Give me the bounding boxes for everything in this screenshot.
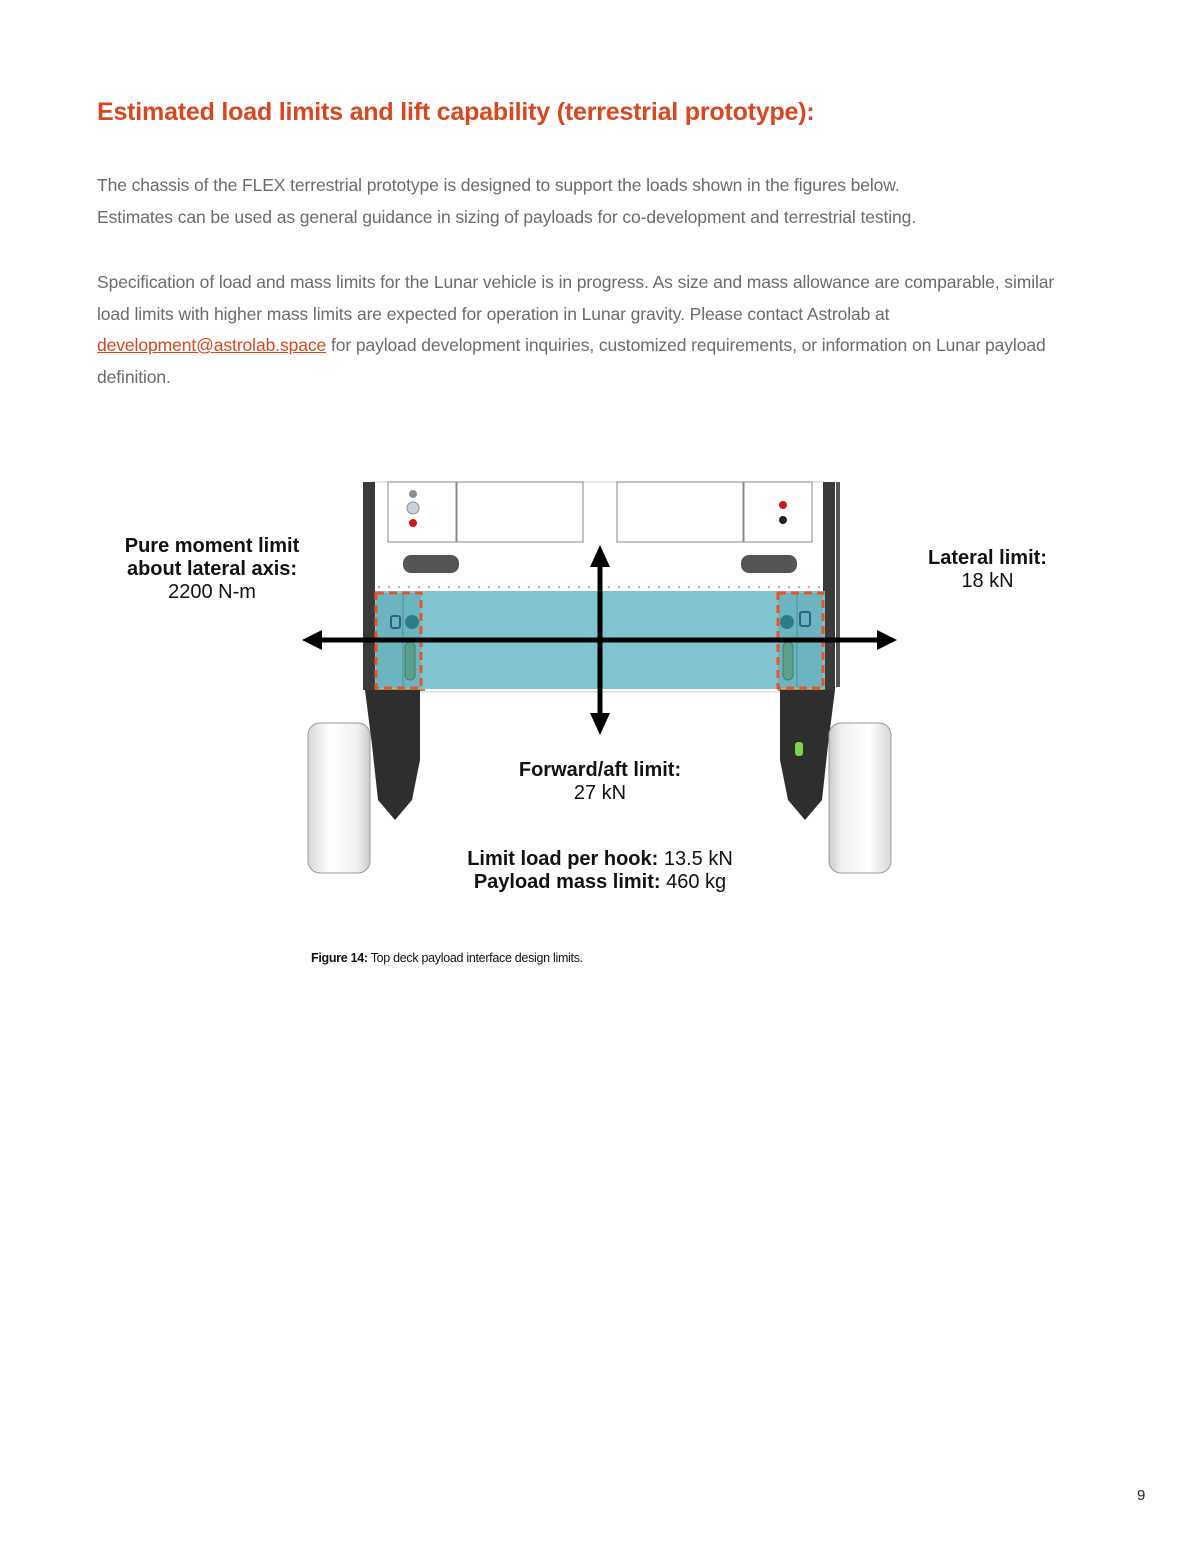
moment-limit-label [97,535,327,604]
left-wheel [308,723,370,873]
right-rail-edge [836,482,840,687]
left-frame-rail [363,482,375,690]
page-number: 9 [1137,1487,1146,1504]
mass-limit-title: Payload mass limit: [473,871,661,893]
figure-caption-text: Top deck payload interface design limits. [367,951,583,965]
moment-limit-title-2: about lateral axis: [126,558,298,580]
intro-line-2: Estimates can be used as general guidance in sizing of payloads for co-development and terrestrial testing. [97,206,917,227]
indicator-light-grey-small [409,490,417,498]
section-heading: Estimated load limits and lift capability (terrestrial prototype): [97,98,815,126]
lunar-text-before: Specification of load and mass limits for the Lunar vehicle is in progress. As size and mass allowance are comparable, similar load limits with higher mass limits are expected for operation in Lunar gravity. Please contact Astrolab at [97,272,1055,324]
figure-caption-label: Figure 14: [311,951,368,965]
right-suspension-arm [780,690,835,820]
lunar-text-after: for payload development inquiries, customized requirements, or information on Lunar payload definition. [97,335,1046,387]
indicator-knob-black [779,516,787,524]
forward-aft-limit-title: Forward/aft limit: [518,759,682,781]
contact-email-link[interactable]: development@astrolab.space [97,335,327,355]
lateral-limit-title: Lateral limit: [928,547,1047,569]
panel-left-small [388,482,456,542]
right-suspension-light [795,742,803,756]
indicator-light-red-left [409,519,417,527]
right-handle [741,555,797,573]
figure-caption [311,951,583,965]
indicator-light-red-right [779,501,787,509]
intro-line-1: The chassis of the FLEX terrestrial prototype is designed to support the loads shown in the figures below. [97,175,900,195]
lateral-limit-value: 18 kN [961,570,1014,592]
moment-limit-title-1: Pure moment limit [124,535,300,557]
moment-limit-value: 2200 N-m [168,581,256,603]
panel-right-small [744,482,812,542]
left-handle [403,555,459,573]
lateral-limit-label [900,547,1075,593]
lunar-paragraph [97,267,1077,393]
intro-paragraph [97,170,1097,233]
panel-right-large [617,482,743,542]
hook-limit-value: 13.5 kN [663,848,733,870]
right-wheel [829,723,891,873]
mass-limit-value: 460 kg [666,871,727,893]
forward-aft-limit-value: 27 kN [573,782,627,804]
left-suspension-arm [365,690,420,820]
hook-and-mass-limit-label [400,848,800,894]
forward-aft-limit-label [480,759,720,805]
hook-limit-title: Limit load per hook: [467,848,659,870]
panel-left-large [457,482,583,542]
indicator-light-grey-large [407,502,419,514]
